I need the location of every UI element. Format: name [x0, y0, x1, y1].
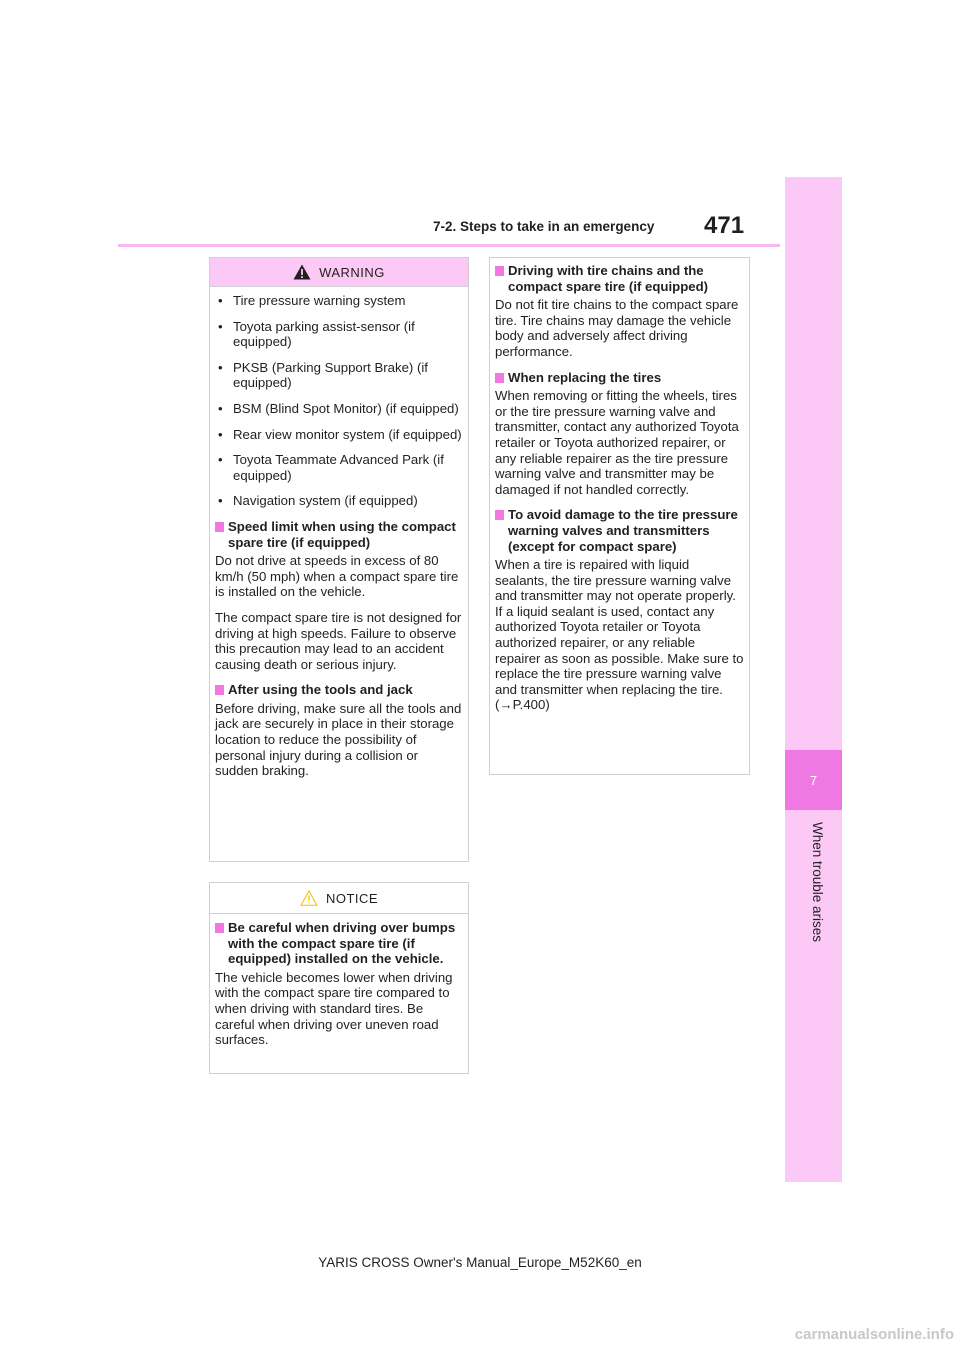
- section-paragraph: When a tire is repaired with liquid sealants, the tire pressure warning valve and transmitter may not operate properly. If a liquid sealant is used, contact any authorized Toyota retailer or Toyota authorized repairer, or any reliable repairer as soon as possible. Make sure to replace the tire pressure warning valve and transmitter when replacing the tire. (→P.400): [495, 557, 744, 713]
- pink-square-icon: [215, 522, 224, 532]
- section-heading: [215, 682, 463, 698]
- notice-box-body: [210, 914, 468, 1048]
- footer-text: YARIS CROSS Owner's Manual_Europe_M52K60_en: [318, 1255, 642, 1270]
- section-paragraph: Do not fit tire chains to the compact spare tire. Tire chains may damage the vehicle body and adversely affect driving performance.: [495, 297, 739, 359]
- section-heading: [495, 370, 744, 386]
- warning-box: [209, 257, 469, 862]
- chapter-title: When trouble arises: [810, 822, 825, 943]
- warning-box-body: [210, 287, 468, 779]
- notice-box-header: [210, 883, 468, 914]
- section-heading-text: After using the tools and jack: [228, 682, 413, 698]
- notice-box: [209, 882, 469, 1074]
- section-heading: [215, 519, 463, 550]
- warning-bullet-item: • Navigation system (if equipped): [215, 493, 463, 509]
- warning-title: WARNING: [319, 264, 385, 280]
- warning-bullet-item: • Tire pressure warning system: [215, 293, 463, 309]
- section-paragraph: When removing or fitting the wheels, tires or the tire pressure warning valve and transmitter, contact any authorized Toyota retailer or Toyota authorized repairer, or any reliable repairer as the tire pressure warning valve and transmitter may be damaged if not handled correctly.: [495, 388, 739, 497]
- section-paragraph: The compact spare tire is not designed for driving at high speeds. Failure to observe this precaution may lead to an accident causing death or serious injury.: [215, 609, 462, 672]
- section-heading-text: Driving with tire chains and the compact spare tire (if equipped): [508, 263, 709, 294]
- warning-triangle-icon: [293, 264, 311, 280]
- warning-bullet-item: • Toyota parking assist-sensor (if equipped): [215, 319, 463, 350]
- warning-box-header: [210, 258, 468, 287]
- pink-square-icon: [495, 266, 504, 276]
- section-heading-text: When replacing the tires: [508, 369, 662, 385]
- header-rule: [118, 244, 780, 247]
- right-info-box-body: [490, 258, 749, 713]
- pink-square-icon: [215, 923, 224, 933]
- section-heading-text: To avoid damage to the tire pressure warning valves and transmitters (except for compact spare): [508, 507, 738, 554]
- chapter-number: 7: [785, 750, 842, 810]
- section-heading-text: Speed limit when using the compact spare tire (if equipped): [228, 518, 456, 550]
- warning-bullet-item: • BSM (Blind Spot Monitor) (if equipped): [215, 401, 463, 417]
- pink-square-icon: [495, 373, 504, 383]
- section-paragraph: Do not drive at speeds in excess of 80 km/h (50 mph) when a compact spare tire is installed on the vehicle.: [215, 553, 459, 600]
- section-paragraph: Before driving, make sure all the tools and jack are securely in place in their storage location to reduce the possibility of personal injury during a collision or sudden braking.: [215, 700, 462, 779]
- section-title: 7-2. Steps to take in an emergency: [433, 219, 655, 234]
- notice-title: NOTICE: [325, 890, 379, 906]
- warning-bullet-item: • PKSB (Parking Support Brake) (if equipped): [215, 360, 463, 391]
- section-heading: [495, 507, 744, 554]
- warning-bullet-item: • Toyota Teammate Advanced Park (if equipped): [215, 452, 463, 483]
- section-heading: [215, 920, 463, 967]
- chapter-side-tab: [785, 177, 842, 1182]
- watermark: carmanualsonline.info: [794, 1326, 954, 1343]
- page-number: 471: [704, 212, 745, 239]
- pink-square-icon: [215, 685, 224, 695]
- notice-triangle-icon: [300, 890, 318, 906]
- section-heading: [495, 263, 744, 294]
- pink-square-icon: [495, 510, 504, 520]
- section-paragraph: The vehicle becomes lower when driving with the compact spare tire compared to when driving with standard tires. Be careful when driving over uneven road surfaces.: [215, 969, 453, 1048]
- section-heading-text: Be careful when driving over bumps with the compact spare tire (if equipped) installed on the vehicle.: [228, 920, 456, 967]
- warning-bullet-item: • Rear view monitor system (if equipped): [215, 427, 463, 443]
- right-info-box: [489, 257, 750, 775]
